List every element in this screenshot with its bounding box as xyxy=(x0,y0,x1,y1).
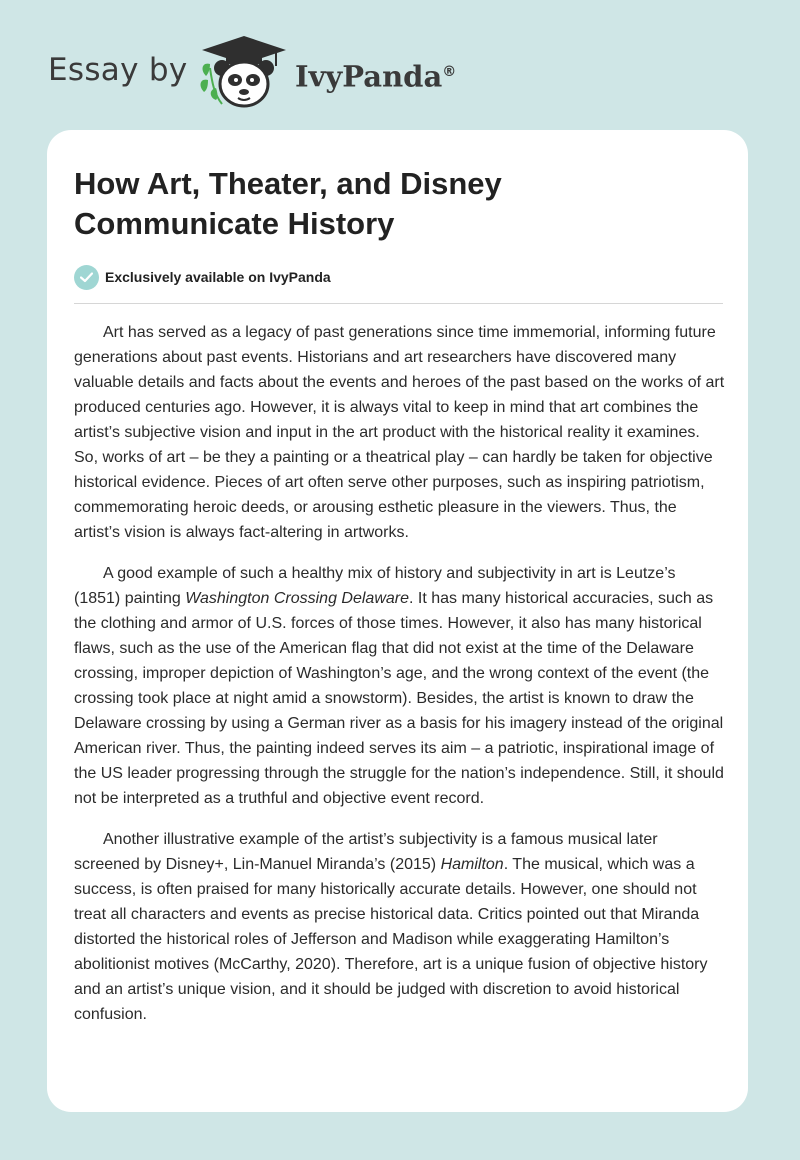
exclusive-label: Exclusively available on IvyPanda xyxy=(105,269,331,285)
essay-body xyxy=(74,320,726,1043)
exclusive-badge xyxy=(74,264,331,290)
essay-title: How Art, Theater, and Disney Communicate History xyxy=(74,166,502,241)
site-header xyxy=(0,0,800,130)
painting-title: Washington Crossing Delaware xyxy=(185,590,409,607)
brand-name[interactable] xyxy=(295,54,456,95)
paragraph-1 xyxy=(74,320,726,545)
musical-title: Hamilton xyxy=(440,856,504,873)
essay-by-label: Essay by xyxy=(48,52,188,88)
title-divider xyxy=(74,303,723,304)
essay-card xyxy=(47,130,748,1112)
paragraph-text: A good example of such a healthy mix of history and subjectivity in art is Leutze’s (1851) painting xyxy=(74,565,676,607)
paragraph-text: Art has served as a legacy of past generations since time immemorial, informing future generations about past events. Historians and art researchers have discovered many valuable details and facts about the events and heroes of the past based on the works of art produced centuries ago. However, it is always vital to keep in mind that art combines the artist’s subjective vision and input in the art product with the historical reality it examines. So, works of art – be they a painting or a theatrical play – can hardly be taken for objective historical evidence. Pieces of art often serve other purposes, such as inspiring patriotism, commemorating heroic deeds, or arousing esthetic pleasure in the viewers. Thus, the artist’s vision is always fact-altering in artworks. xyxy=(74,324,725,541)
paragraph-text: . The musical, which was a success, is often praised for many historically accurate details. However, one should not treat all characters and events as precise historical data. Critics pointed out that Miranda distorted the historical roles of Jefferson and Madison while exaggerating Hamilton’s abolitionist motives (McCarthy, 2020). Therefore, art is a unique fusion of objective history and an artist’s unique vision, and it should be judged with discretion to avoid historical confusion. xyxy=(74,856,708,1023)
check-circle-icon xyxy=(74,265,99,290)
panda-graduate-logo-icon[interactable] xyxy=(198,34,290,110)
paragraph-2 xyxy=(74,561,726,811)
brand-label: IvyPanda xyxy=(295,59,443,94)
registered-mark: ® xyxy=(442,64,457,80)
paragraph-text: Another illustrative example of the artist’s subjectivity is a famous musical later screened by Disney+, Lin-Manuel Miranda’s (2015) xyxy=(74,831,658,873)
paragraph-3 xyxy=(74,827,726,1027)
paragraph-text: . It has many historical accuracies, such as the clothing and armor of U.S. forces of those times. However, it also has many historical flaws, such as the use of the American flag that did not exist at the time of the Delaware crossing, improper depiction of Washington’s age, and the wrong context of the event (the crossing took place at night amid a snowstorm). Besides, the artist is known to draw the Delaware crossing by using a German river as a basis for his imagery instead of the original American river. Thus, the painting indeed serves its aim – a patriotic, inspirational image of the US leader progressing through the struggle for the nation’s independence. Still, it should not be interpreted as a truthful and objective event record. xyxy=(74,590,724,807)
